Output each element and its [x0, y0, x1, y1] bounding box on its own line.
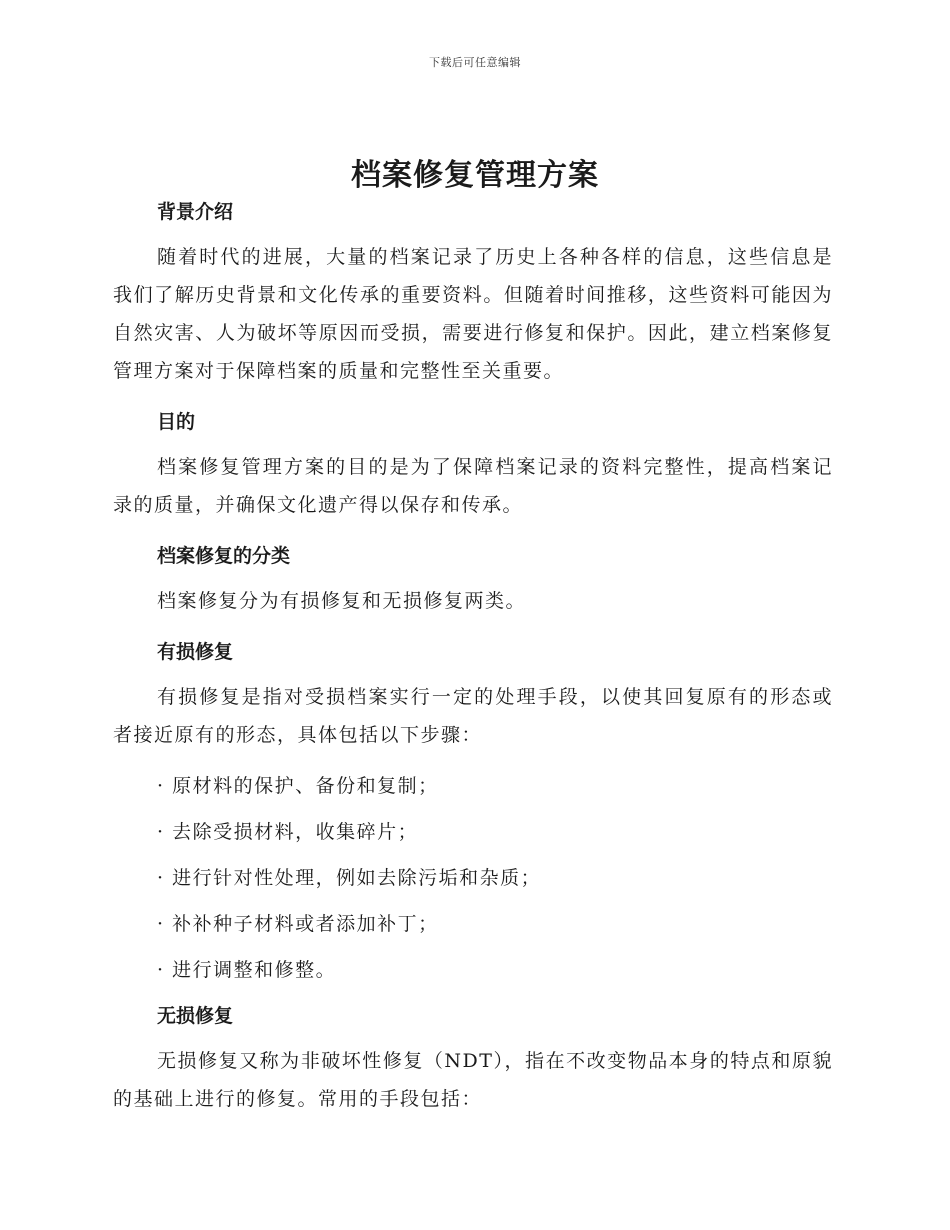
- section-paragraph-lossless: 无损修复又称为非破坏性修复（NDT），指在不改变物品本身的特点和原貌的基础上进行的修复。常用的手段包括：: [113, 1050, 833, 1110]
- section-heading-lossy: 有损修复: [157, 641, 234, 663]
- list-item: · 进行针对性处理，例如去除污垢和杂质；: [157, 867, 542, 889]
- list-item: · 补补种子材料或者添加补丁；: [157, 913, 439, 935]
- section-paragraph-classification: 档案修复分为有损修复和无损修复两类。: [157, 590, 527, 612]
- section-heading-purpose: 目的: [157, 411, 196, 433]
- list-item: · 原材料的保护、备份和复制；: [157, 775, 439, 797]
- section-heading-classification: 档案修复的分类: [157, 545, 291, 567]
- section-heading-background: 背景介绍: [157, 201, 234, 223]
- section-paragraph-background: 随着时代的进展，大量的档案记录了历史上各种各样的信息，这些信息是我们了解历史背景和文化传承的重要资料。但随着时间推移，这些资料可能因为自然灾害、人为破坏等原因而受损，需要进行修复和保护。因此，建立档案修复管理方案对于保障档案的质量和完整性至关重要。: [113, 246, 833, 382]
- list-item: · 去除受损材料，收集碎片；: [157, 821, 419, 843]
- document-body: [113, 198, 833, 1118]
- section-paragraph-purpose: 档案修复管理方案的目的是为了保障档案记录的资料完整性，提高档案记录的质量，并确保文化遗产得以保存和传承。: [113, 456, 833, 516]
- section-paragraph-lossy: 有损修复是指对受损档案实行一定的处理手段，以使其回复原有的形态或者接近原有的形态，具体包括以下步骤：: [113, 686, 833, 746]
- page-header: 下载后可任意编辑: [429, 56, 521, 69]
- list-item: · 进行调整和修整。: [157, 959, 337, 981]
- section-heading-lossless: 无损修复: [157, 1005, 234, 1027]
- document-title: 档案修复管理方案: [351, 158, 599, 193]
